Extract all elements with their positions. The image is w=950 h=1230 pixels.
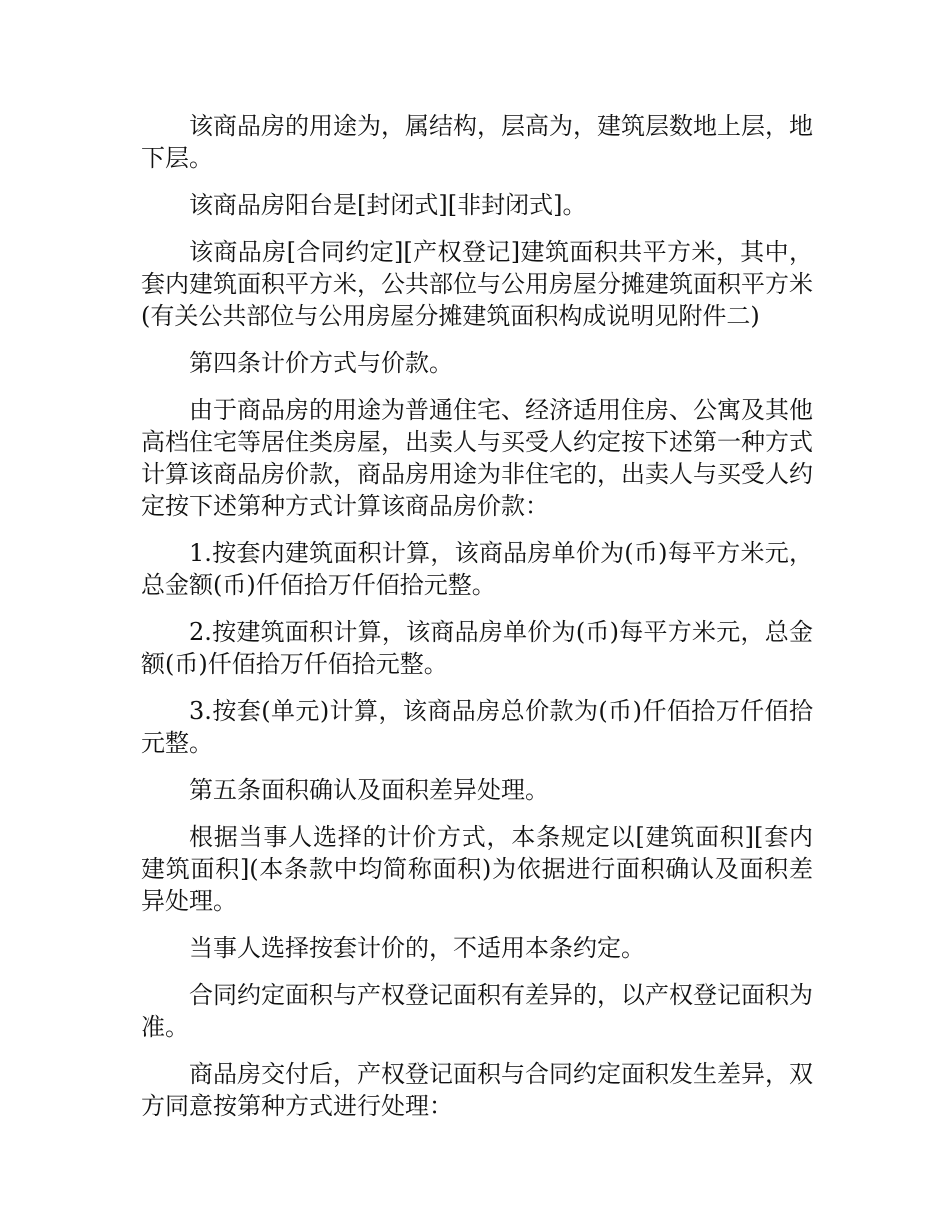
- paragraph-area-basis: 根据当事人选择的计价方式，本条规定以[建筑面积][套内建筑面积](本条款中均简称面积)为依据进行面积确认及面积差异处理。: [141, 823, 813, 915]
- paragraph-registered-area-prevails: 合同约定面积与产权登记面积有差异的，以产权登记面积为准。: [141, 981, 813, 1041]
- paragraph-usage-structure: 该商品房的用途为，属结构，层高为，建筑层数地上层，地下层。: [141, 112, 813, 172]
- paragraph-area-difference-handling: 商品房交付后，产权登记面积与合同约定面积发生差异，双方同意按第种方式进行处理：: [141, 1060, 813, 1120]
- paragraph-building-area: 该商品房[合同约定][产权登记]建筑面积共平方米，其中，套内建筑面积平方米，公共部位与公用房屋分摊建筑面积平方米(有关公共部位与公用房屋分摊建筑面积构成说明见附件二): [141, 238, 813, 330]
- paragraph-balcony: 该商品房阳台是[封闭式][非封闭式]。: [189, 191, 587, 219]
- paragraph-option-3: 3.按套(单元)计算，该商品房总价款为(币)仟佰拾万仟佰拾元整。: [141, 697, 813, 757]
- document-body: [141, 110, 813, 1137]
- paragraph-option-2: 2.按建筑面积计算，该商品房单价为(币)每平方米元，总金额(币)仟佰拾万仟佰拾元整。: [141, 618, 813, 678]
- heading-article-4: 第四条计价方式与价款。: [189, 349, 453, 377]
- paragraph-pricing-method: 由于商品房的用途为普通住宅、经济适用住房、公寓及其他高档住宅等居住类房屋，出卖人与买受人约定按下述第一种方式计算该商品房价款，商品房用途为非住宅的，出卖人与买受人约定按下述第种方式计算该商品房价款：: [141, 396, 813, 520]
- paragraph-per-unit-exclusion: 当事人选择按套计价的，不适用本条约定。: [189, 934, 645, 962]
- heading-article-5: 第五条面积确认及面积差异处理。: [189, 776, 549, 804]
- paragraph-option-1: 1.按套内建筑面积计算，该商品房单价为(币)每平方米元，总金额(币)仟佰拾万仟佰拾元整。: [141, 539, 813, 599]
